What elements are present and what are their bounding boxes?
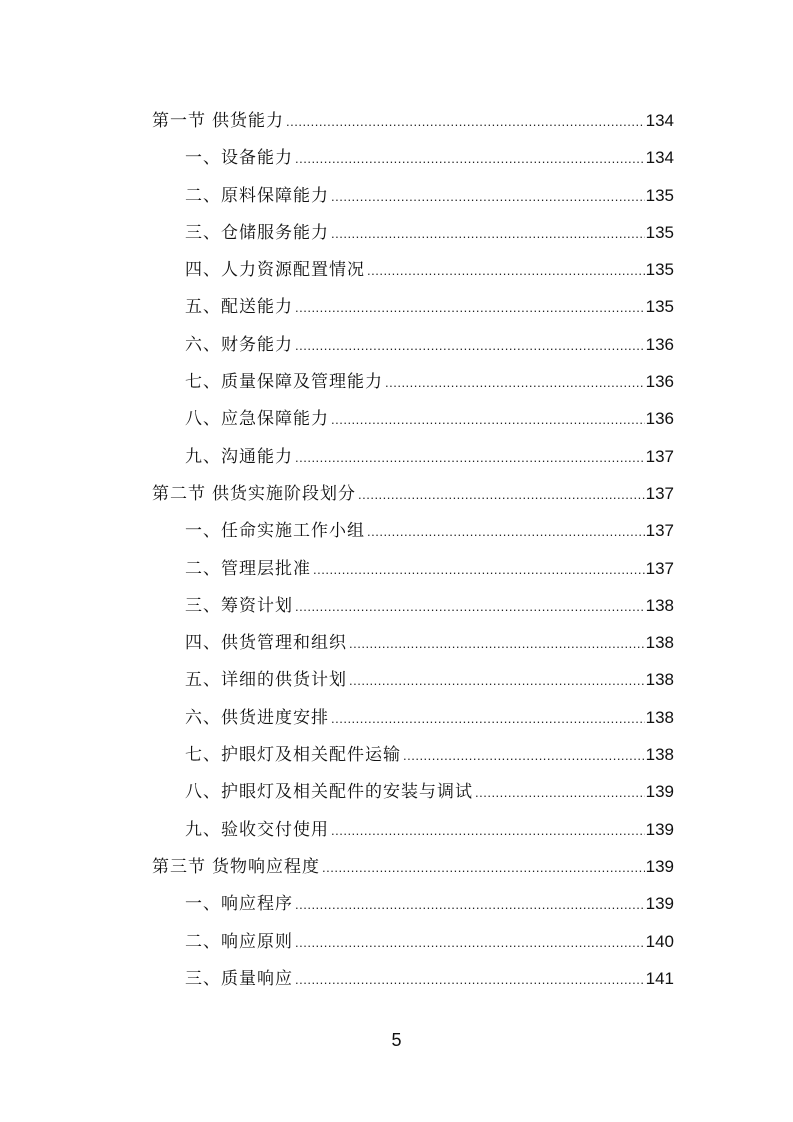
toc-entry-prefix: 第一节 [152,111,206,131]
toc-entry-label: 财务能力 [221,334,293,355]
toc-entry-label: 验收交付使用 [221,819,329,840]
toc-entry-title [185,439,293,476]
toc-entry-title [185,662,347,699]
toc-entry-prefix: 九、 [185,819,221,840]
toc-entry-prefix: 第二节 [152,483,206,504]
toc-entry-label: 配送能力 [221,297,293,318]
toc-entry-title [185,513,365,550]
toc-entry-label: 供货进度安排 [221,707,329,728]
toc-entry-title [185,924,293,961]
toc-entry-label: 供货管理和组织 [221,633,347,654]
toc-entry-prefix: 六、 [185,707,221,728]
toc-dot-leader [367,252,645,289]
toc-dot-leader [286,103,645,140]
toc-dot-leader [331,401,645,438]
toc-entry-label: 响应原则 [221,931,293,952]
toc-dot-leader [331,700,645,737]
toc-entry-prefix: 七、 [185,372,221,393]
toc-entry-label: 管理层批准 [221,558,311,579]
toc-subsection-entry[interactable] [152,214,674,251]
toc-dot-leader [295,289,645,326]
toc-entry-title [185,215,329,252]
toc-entry-title [185,401,329,438]
toc-subsection-entry[interactable] [152,512,674,549]
toc-entry-prefix: 五、 [185,297,221,318]
toc-dot-leader [385,364,645,401]
toc-dot-leader [367,513,645,550]
toc-entry-label: 筹资计划 [221,595,293,616]
toc-subsection-entry[interactable] [152,177,674,214]
toc-subsection-entry[interactable] [152,811,674,848]
toc-page-number: 137 [645,558,674,578]
toc-entry-prefix: 八、 [185,782,221,803]
toc-entry-prefix: 一、 [185,894,221,915]
toc-page-number: 136 [645,334,674,354]
toc-dot-leader [295,140,645,177]
toc-entry-title [185,588,293,625]
toc-page-number: 134 [645,148,674,168]
toc-dot-leader [295,961,645,998]
toc-subsection-entry[interactable] [152,550,674,587]
toc-dot-leader [295,588,645,625]
toc-entry-prefix: 六、 [185,334,221,355]
toc-subsection-entry[interactable] [152,400,674,437]
toc-page-number: 139 [645,782,674,802]
toc-dot-leader [295,886,645,923]
toc-entry-label: 供货实施阶段划分 [212,483,356,504]
toc-entry-title [152,476,356,513]
toc-entry-label: 货物响应程度 [212,856,320,877]
toc-page-number: 138 [645,633,674,653]
toc-entry-label: 质量响应 [221,968,293,989]
toc-subsection-entry[interactable] [152,139,674,176]
toc-subsection-entry[interactable] [152,923,674,960]
toc-page-number: 137 [645,483,674,503]
toc-page-number: 140 [645,931,674,951]
toc-entry-title [185,625,347,662]
toc-entry-label: 沟通能力 [221,446,293,467]
toc-entry-label: 响应程序 [221,894,293,915]
toc-page-number: 136 [645,372,674,392]
toc-entry-prefix: 三、 [185,968,221,989]
toc-subsection-entry[interactable] [152,736,674,773]
toc-page-number: 137 [645,446,674,466]
toc-dot-leader [358,476,645,513]
toc-entry-title [185,774,473,811]
toc-entry-prefix: 第三节 [152,856,206,877]
toc-dot-leader [403,737,645,774]
toc-entry-title [152,849,320,886]
toc-entry-prefix: 九、 [185,446,221,467]
toc-page-number: 136 [645,409,674,429]
toc-entry-prefix: 五、 [185,670,221,691]
toc-page-number: 137 [645,521,674,541]
toc-dot-leader [331,215,645,252]
toc-section-entry[interactable] [152,102,674,139]
toc-dot-leader [349,625,645,662]
toc-entry-label: 人力资源配置情况 [221,260,365,281]
toc-page-number: 134 [645,111,674,130]
toc-entry-label: 原料保障能力 [221,185,329,206]
toc-dot-leader [322,849,645,886]
toc-entry-prefix: 二、 [185,558,221,579]
toc-page-number: 135 [645,222,674,242]
toc-dot-leader [475,774,645,811]
toc-dot-leader [331,812,645,849]
toc-entry-title [185,178,329,215]
toc-entry-title [185,551,311,588]
toc-dot-leader [295,924,645,961]
toc-dot-leader [313,551,645,588]
toc-entry-label: 护眼灯及相关配件运输 [221,745,401,766]
toc-entry-prefix: 二、 [185,185,221,206]
toc-subsection-entry[interactable] [152,438,674,475]
toc-entry-title [185,252,365,289]
toc-subsection-entry[interactable] [152,363,674,400]
toc-entry-title [185,961,293,998]
toc-dot-leader [349,662,645,699]
toc-entry-title [185,327,293,364]
toc-subsection-entry[interactable] [152,773,674,810]
toc-subsection-entry[interactable] [152,251,674,288]
toc-page-number: 135 [645,260,674,280]
toc-entry-prefix: 三、 [185,222,221,243]
toc-entry-label: 应急保障能力 [221,409,329,430]
toc-entry-label: 任命实施工作小组 [221,521,365,542]
toc-entry-title [185,737,401,774]
toc-subsection-entry[interactable] [152,288,674,325]
toc-entry-prefix: 四、 [185,260,221,281]
toc-entry-prefix: 七、 [185,745,221,766]
toc-subsection-entry[interactable] [152,960,674,997]
page-number: 5 [391,1030,402,1050]
toc-dot-leader [295,439,645,476]
toc-page-number: 135 [645,185,674,205]
toc-entry-prefix: 三、 [185,595,221,616]
toc-dot-leader [331,178,645,215]
toc-dot-leader [295,327,645,364]
toc-entry-label: 设备能力 [221,148,293,169]
toc-entry-label: 质量保障及管理能力 [221,372,383,393]
toc-page-number: 138 [645,595,674,615]
toc-entry-title [185,812,329,849]
toc-page-number: 138 [645,745,674,765]
table-of-contents [152,102,674,997]
toc-subsection-entry[interactable] [152,326,674,363]
toc-subsection-entry[interactable] [152,587,674,624]
toc-subsection-entry[interactable] [152,661,674,698]
toc-page-number: 139 [645,819,674,839]
toc-section-entry[interactable] [152,475,674,512]
toc-entry-title [152,103,284,140]
toc-page-number: 138 [645,670,674,690]
toc-entry-label: 详细的供货计划 [221,670,347,691]
toc-entry-prefix: 四、 [185,633,221,654]
toc-page-number: 139 [645,856,674,876]
toc-entry-title [185,886,293,923]
toc-entry-title [185,140,293,177]
toc-subsection-entry[interactable] [152,885,674,922]
toc-page-number: 141 [645,968,674,988]
toc-entry-label: 供货能力 [212,111,284,131]
toc-entry-title [185,289,293,326]
toc-entry-prefix: 二、 [185,931,221,952]
toc-page-number: 138 [645,707,674,727]
toc-section-entry[interactable] [152,848,674,885]
toc-page-number: 135 [645,297,674,317]
toc-subsection-entry[interactable] [152,624,674,661]
toc-entry-title [185,700,329,737]
toc-subsection-entry[interactable] [152,699,674,736]
toc-entry-label: 护眼灯及相关配件的安装与调试 [221,782,473,803]
toc-entry-prefix: 一、 [185,148,221,169]
toc-entry-prefix: 八、 [185,409,221,430]
toc-page-number: 139 [645,894,674,914]
toc-entry-title [185,364,383,401]
toc-entry-label: 仓储服务能力 [221,222,329,243]
toc-entry-prefix: 一、 [185,521,221,542]
